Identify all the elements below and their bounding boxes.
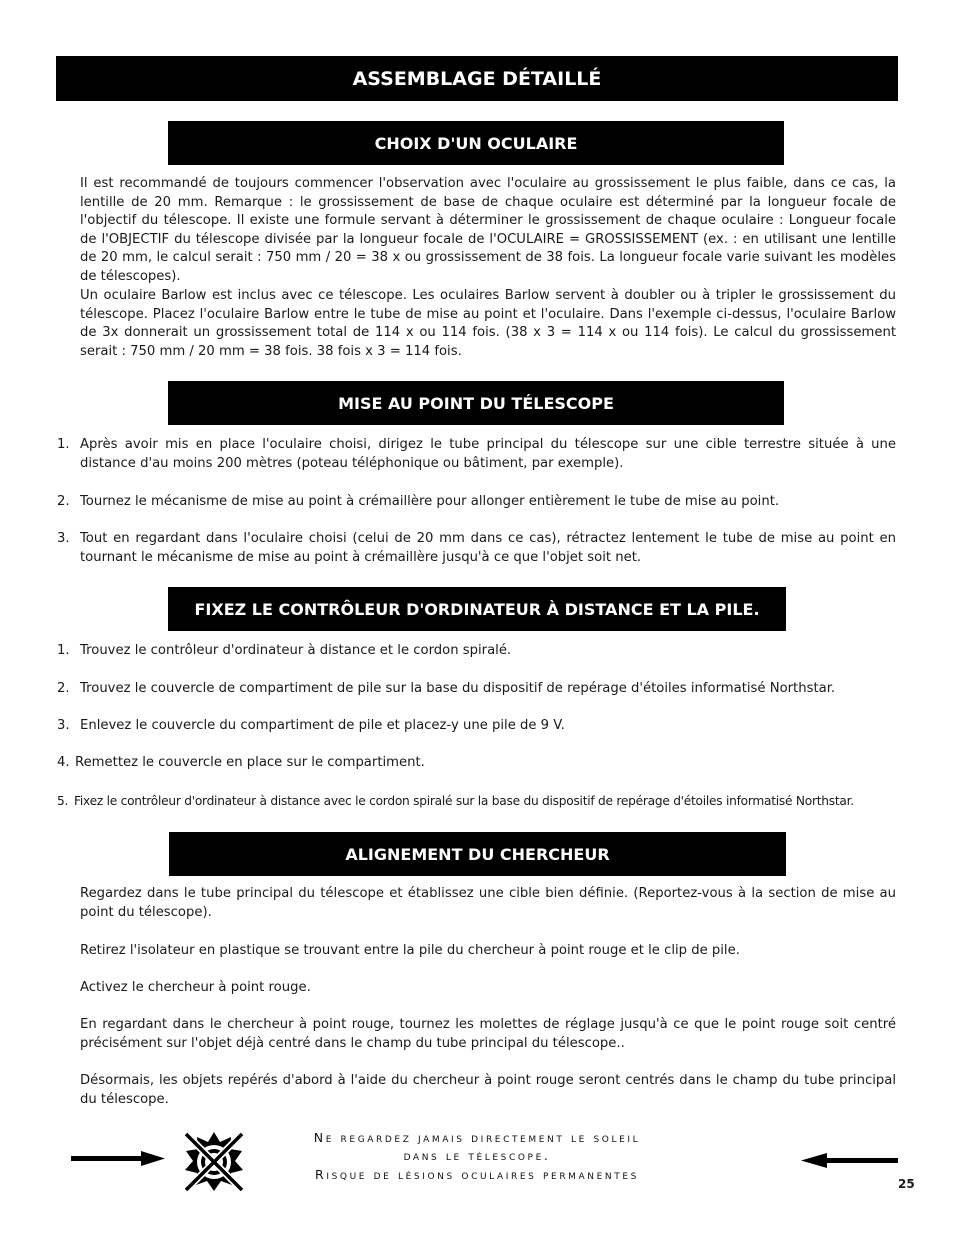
page-title: ASSEMBLAGE DÉTAILLÉ [56,56,898,101]
section-title-focus: MISE AU POINT DU TÉLESCOPE [168,381,784,425]
list-item [57,642,896,661]
list-item [57,680,896,699]
list-item [57,436,896,473]
warning-line: dans le télescope. [403,1148,551,1164]
paragraph: Un oculaire Barlow est inclus avec ce télescope. Les oculaires Barlow servent à doubler ou à tripler le grossissement du télescope. Placez l'oculaire Barlow entre le tube de mise au point et l'oculaire. Dans l'exemple ci-dessus, l'oculaire Barlow de 3x donnerait un grossissement total de 114 x ou 114 fois. (38 x 3 = 114 x ou 114 fois). Le calcul du grossissement serait : 750 mm / 20 mm = 38 fois. 38 fois x 3 = 114 fois. [80,288,896,359]
list-text: Fixez le contrôleur d'ordinateur à distance avec le cordon spiralé sur la base du dispositif de repérage d'étoiles informatisé Northstar. [74,794,854,808]
page-number: 25 [898,1177,915,1191]
paragraph: Désormais, les objets repérés d'abord à l'aide du chercheur à point rouge seront centrés dans le champ du tube principal du télescope. [80,1073,896,1107]
list-number: 2. [57,494,70,509]
no-sun-icon [182,1130,246,1194]
list-text: Trouvez le contrôleur d'ordinateur à distance et le cordon spiralé. [80,643,512,658]
list-text: Tout en regardant dans l'oculaire choisi (celui de 20 mm dans ce cas), rétractez lentement le tube de mise au point en tournant le mécanisme de mise au point à crémaillère jusqu'à ce que l'objet soit net. [80,531,896,565]
list-text: Remettez le couvercle en place sur le compartiment. [75,755,425,770]
section-title-controller: FIXEZ LE CONTRÔLEUR D'ORDINATEUR À DISTANCE ET LA PILE. [168,587,786,631]
section-title-eyepiece: CHOIX D'UN OCULAIRE [168,121,784,165]
list-item [57,717,896,736]
list-text: Trouvez le couvercle de compartiment de pile sur la base du dispositif de repérage d'étoiles informatisé Northstar. [80,681,836,696]
paragraph: Activez le chercheur à point rouge. [80,980,311,995]
paragraph: En regardant dans le chercheur à point rouge, tournez les molettes de réglage jusqu'à ce que le point rouge soit centré précisément sur l'objet déjà centré dans le champ du tube principal du télescope.. [80,1017,896,1051]
list-text: Tournez le mécanisme de mise au point à crémaillère pour allonger entièrement le tube de mise au point. [80,494,780,509]
list-item [57,754,896,773]
list-text: Enlevez le couvercle du compartiment de pile et placez-y une pile de 9 V. [80,718,565,733]
list-item [57,493,896,512]
paragraph: Retirez l'isolateur en plastique se trouvant entre la pile du chercheur à point rouge et le clip de pile. [80,943,740,958]
section-title-finder: ALIGNEMENT DU CHERCHEUR [169,832,786,876]
warning-text [262,1129,692,1184]
paragraph: Il est recommandé de toujours commencer l'observation avec l'oculaire au grossissement le plus faible, dans ce cas, la lentille de 20 mm. Remarque : le grossissement de base de chaque oculaire est déterminé par la longueur focale de l'objectif du télescope. Il existe une formule servant à déterminer le grossissement de chaque oculaire : Longueur focale de l'OBJECTIF du télescope divisée par la longueur focale de l'OCULAIRE = GROSSISSEMENT (ex. : en utilisant une lentille de 20 mm, le calcul serait : 750 mm / 20 = 38 x ou grossissement de 38 fois. La longueur focale varie suivant les modèles de télescopes). [80,176,896,284]
list-item [57,792,896,811]
list-number: 3. [57,718,70,733]
list-number: 5. [57,794,69,808]
arrow-right-icon [71,1150,167,1168]
list-number: 4. [57,755,70,770]
list-number: 2. [57,681,70,696]
list-number: 3. [57,531,70,546]
warning-line: Ne regardez jamais directement le soleil [313,1130,641,1145]
warning-line: Risque de lésions oculaires permanentes [315,1166,639,1182]
arrow-left-icon [799,1152,899,1170]
list-text: Après avoir mis en place l'oculaire choisi, dirigez le tube principal du télescope sur une cible terrestre située à une distance d'au moins 200 mètres (poteau téléphonique ou bâtiment, par exemple). [80,437,896,471]
list-number: 1. [57,437,70,452]
list-number: 1. [57,643,70,658]
paragraph: Regardez dans le tube principal du télescope et établissez une cible bien définie. (Reportez-vous à la section de mise au point du télescope). [80,886,896,920]
list-item [57,530,896,567]
